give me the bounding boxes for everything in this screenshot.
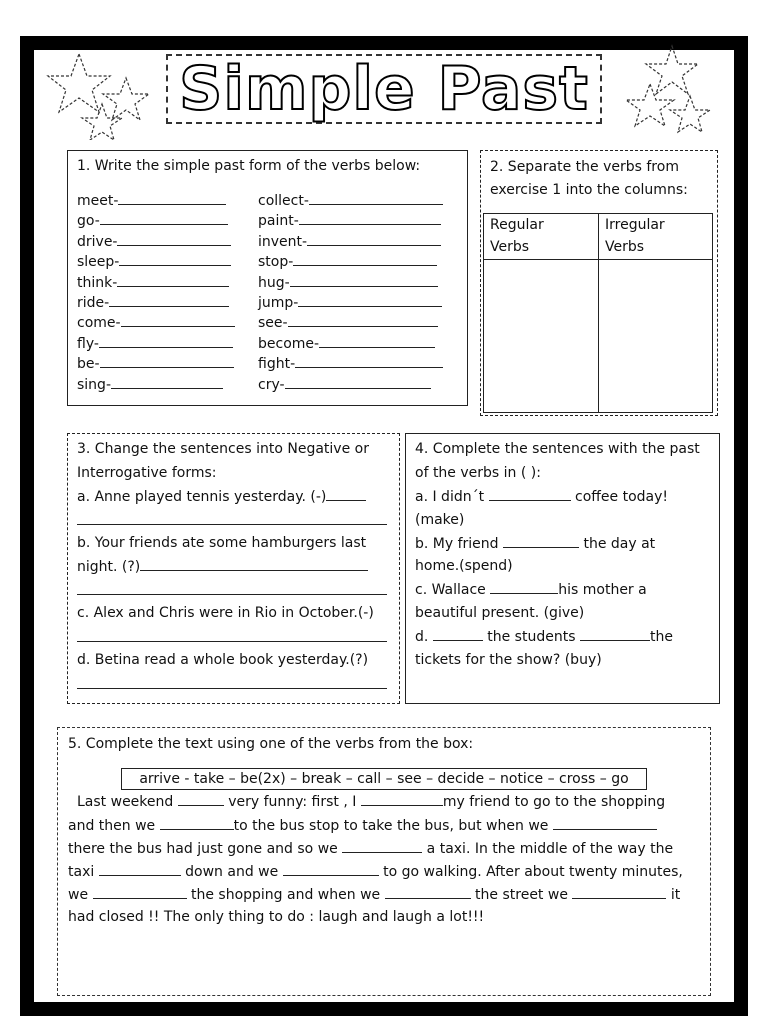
verb-item <box>77 313 235 332</box>
answer-line[interactable] <box>77 688 387 689</box>
star-icon <box>82 104 122 140</box>
exercise-2-instruction-line1: 2. Separate the verbs from <box>490 159 679 175</box>
verb-label: sleep- <box>77 254 120 271</box>
answer-blank[interactable] <box>295 354 443 368</box>
regular-verbs-header-line1: Regular <box>490 217 544 233</box>
answer-blank[interactable] <box>121 313 235 327</box>
verb-item <box>258 293 442 312</box>
verb-item <box>258 191 443 210</box>
verb-label: invent- <box>258 233 308 250</box>
verb-item <box>77 252 231 271</box>
verb-item <box>77 191 226 210</box>
exercise-1-instruction: 1. Write the simple past form of the verbs below: <box>77 158 421 174</box>
star-icon <box>48 54 110 112</box>
answer-blank[interactable] <box>111 375 223 389</box>
text-line-6: had closed !! The only thing to do : laugh and laugh a lot!!! <box>68 909 485 925</box>
answer-blank[interactable] <box>118 191 226 205</box>
exercise-4-item-a-verb: (make) <box>415 512 465 528</box>
verb-label: become- <box>258 335 320 352</box>
irregular-verbs-header-line2: Verbs <box>605 239 645 255</box>
answer-blank[interactable] <box>299 211 441 225</box>
star-icon <box>103 78 149 120</box>
verb-label: ride- <box>77 295 110 311</box>
answer-blank[interactable] <box>99 334 233 348</box>
answer-blank[interactable] <box>109 293 229 307</box>
star-icon <box>670 96 710 132</box>
verb-item <box>258 232 441 251</box>
verb-item <box>77 334 233 353</box>
irregular-verbs-header-line1: Irregular <box>605 217 665 233</box>
table-column-divider <box>598 213 599 413</box>
exercise-2-instruction-line2: exercise 1 into the columns: <box>490 182 688 198</box>
verb-item <box>77 211 228 230</box>
verb-word-box: arrive - take – be(2x) – break – call – see – decide – notice – cross – go <box>121 768 647 790</box>
verb-item <box>77 354 234 373</box>
star-icon <box>646 46 698 94</box>
exercise-5-instruction: 5. Complete the text using one of the verbs from the box: <box>68 736 474 752</box>
verb-label: fight- <box>258 356 296 373</box>
table-header-divider <box>483 259 713 260</box>
answer-line[interactable] <box>77 594 387 595</box>
verb-label: cry- <box>258 376 285 393</box>
verb-item <box>258 252 437 271</box>
answer-blank[interactable] <box>290 273 438 287</box>
star-icon <box>626 84 674 126</box>
verb-label: stop- <box>258 254 294 271</box>
exercise-3-instruction-line2: Interrogative forms: <box>77 465 217 481</box>
exercise-3-item-d: d. Betina read a whole book yesterday.(?) <box>77 652 369 668</box>
regular-verbs-header-line2: Verbs <box>490 239 530 255</box>
answer-blank[interactable] <box>100 354 234 368</box>
stars-right-decoration <box>620 44 720 144</box>
verb-label: sing- <box>77 376 111 393</box>
exercise-3-instruction-line1: 3. Change the sentences into Negative or <box>77 441 369 457</box>
answer-line[interactable] <box>77 641 387 642</box>
verb-item <box>77 273 229 292</box>
verb-item <box>258 375 431 394</box>
exercise-4-item-b-verb: home.(spend) <box>415 558 513 574</box>
exercise-4-item-c-verb: beautiful present. (give) <box>415 605 585 621</box>
exercise-3-item-b-line1: b. Your friends ate some hamburgers last <box>77 535 367 551</box>
exercise-4-instruction-line1: 4. Complete the sentences with the past <box>415 441 700 457</box>
verb-item <box>258 354 443 373</box>
exercise-4-item-a: a. I didn´t coffee today! <box>415 489 669 505</box>
answer-blank[interactable] <box>117 273 229 287</box>
answer-blank[interactable] <box>100 211 228 225</box>
verb-label: drive- <box>77 233 118 250</box>
exercise-4-item-b: b. My friend the day at <box>415 536 656 552</box>
exercise-3-item-b-line2: night. (?) <box>77 557 368 576</box>
verb-label: see- <box>258 315 288 332</box>
verb-item <box>77 375 223 394</box>
answer-blank[interactable] <box>119 252 231 266</box>
answer-blank[interactable] <box>309 191 443 205</box>
answer-blank[interactable] <box>298 293 442 307</box>
verb-item <box>258 313 438 332</box>
exercise-4-item-c: c. Wallace his mother a <box>415 582 647 598</box>
answer-blank[interactable] <box>319 334 435 348</box>
page-title: Simple Past <box>179 54 589 124</box>
exercise-3-item-c: c. Alex and Chris were in Rio in October.(-) <box>77 605 374 621</box>
verb-label: go- <box>77 213 100 230</box>
exercise-3-item-a: a. Anne played tennis yesterday. (-) <box>77 487 366 506</box>
text-line-2: and then we to the bus stop to take the bus, but when we <box>68 816 657 835</box>
verb-label: fly- <box>77 335 99 352</box>
verb-item <box>258 334 435 353</box>
verb-label: come- <box>77 315 121 332</box>
answer-blank[interactable] <box>307 232 441 246</box>
answer-blank[interactable] <box>293 252 437 266</box>
verb-label: paint- <box>258 213 299 230</box>
exercise-4-item-d: d. the students the <box>415 629 673 645</box>
answer-line[interactable] <box>77 524 387 525</box>
exercise-4-instruction-line2: of the verbs in ( ): <box>415 465 541 481</box>
text-line-3: there the bus had just gone and so we a taxi. In the middle of the way the <box>68 841 674 857</box>
verb-label: think- <box>77 274 118 291</box>
verb-item <box>77 232 231 251</box>
verb-label: hug- <box>258 274 290 291</box>
exercise-4-item-d-verb: tickets for the show? (buy) <box>415 652 602 668</box>
verb-item <box>258 273 438 292</box>
answer-blank[interactable] <box>288 313 438 327</box>
text-line-5: we the shopping and when we the street we it <box>68 887 681 903</box>
stars-left-decoration <box>44 50 154 140</box>
title-box <box>166 54 602 124</box>
verb-item <box>258 211 441 230</box>
answer-blank[interactable] <box>117 232 231 246</box>
verb-label: meet- <box>77 193 119 209</box>
answer-blank[interactable] <box>285 375 431 389</box>
verb-label: collect- <box>258 193 309 209</box>
verb-item <box>77 293 229 312</box>
verb-label: jump- <box>258 295 299 311</box>
verb-label: be- <box>77 356 100 373</box>
text-line-4: taxi down and we to go walking. After about twenty minutes, <box>68 864 683 880</box>
text-line-1: Last weekend very funny: first , I my friend to go to the shopping <box>77 794 666 810</box>
